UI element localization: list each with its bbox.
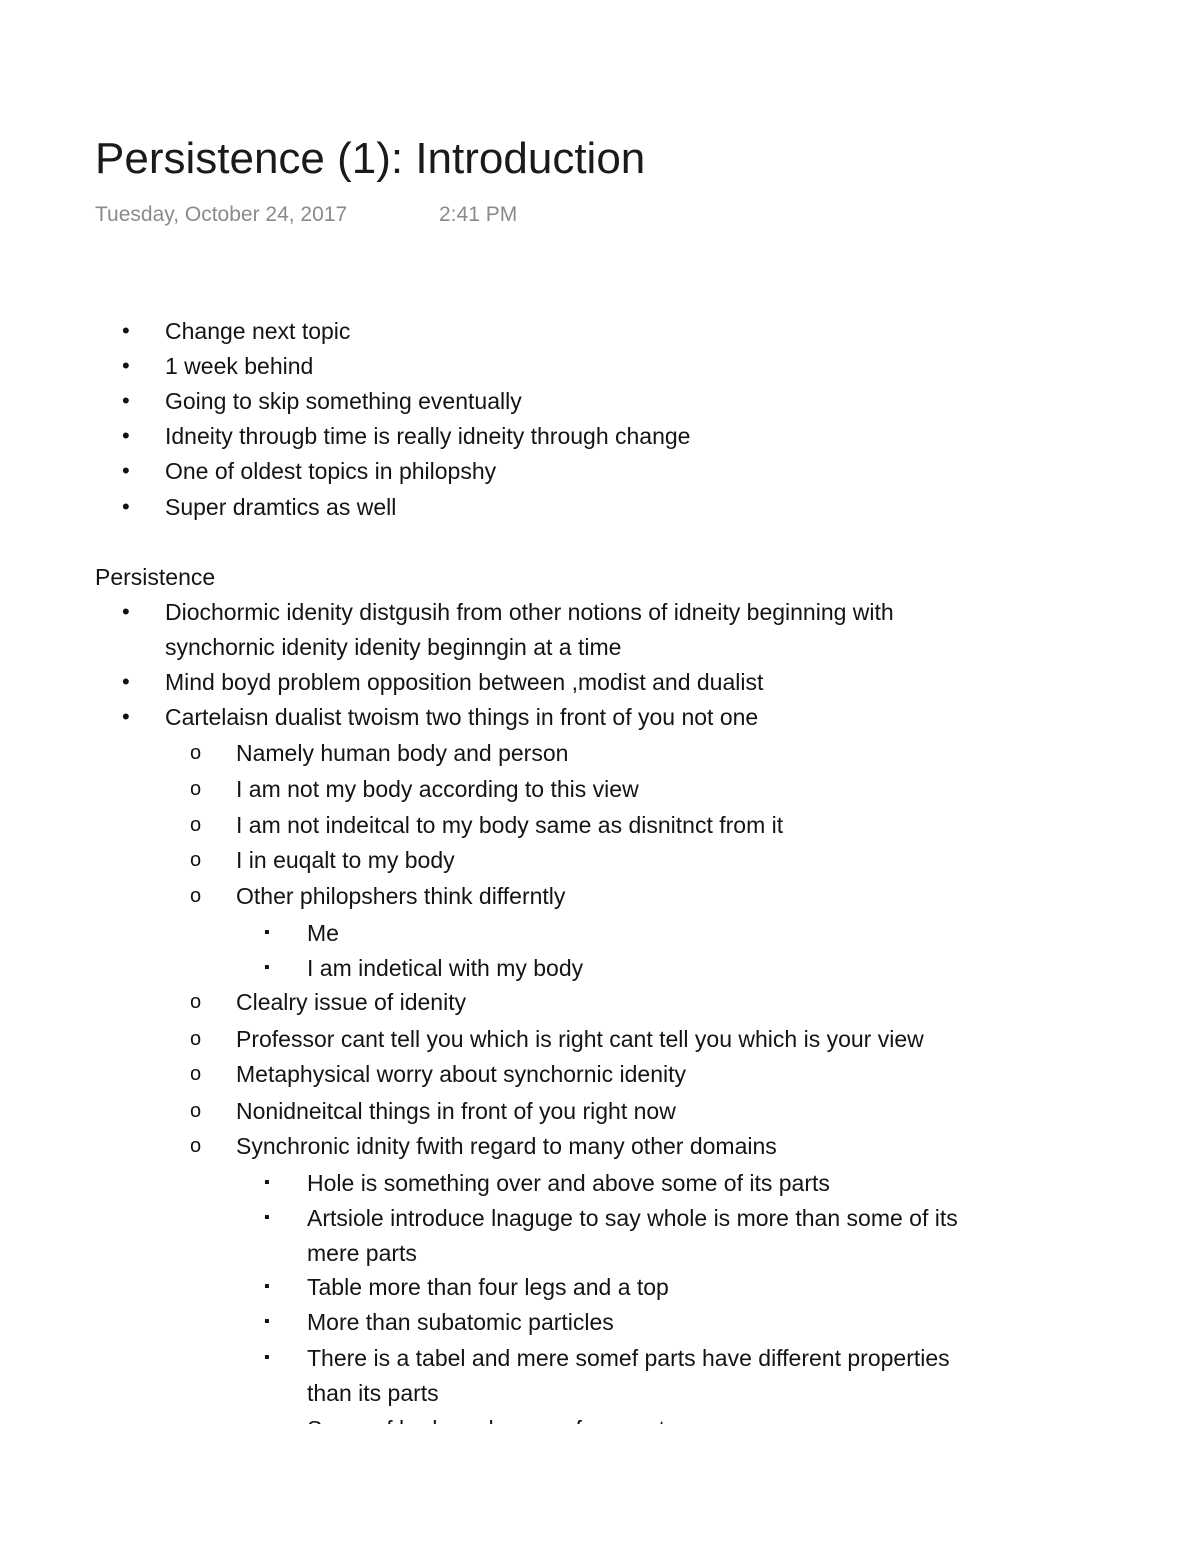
section-heading: Persistence <box>95 564 216 590</box>
list-item-continuation: mere parts <box>307 1240 417 1266</box>
list-item: Nonidneitcal things in front of you right now <box>236 1098 676 1124</box>
list-item: Mind boyd problem opposition between ,modist and dualist <box>165 669 764 695</box>
bullet-square-icon: ▪ <box>264 1349 270 1366</box>
list-item: Namely human body and person <box>236 740 569 766</box>
bullet-circle-icon: o <box>190 778 202 800</box>
list-item: There is a tabel and mere somef parts have different properties <box>307 1345 950 1371</box>
list-item: Diochormic idenity distgusih from other notions of idneity beginning with <box>165 599 894 625</box>
list-item: 1 week behind <box>165 353 314 379</box>
list-item: I am not my body according to this view <box>236 776 639 802</box>
list-item: Hole is something over and above some of its parts <box>307 1170 830 1196</box>
bullet-disc-icon: • <box>122 704 130 729</box>
list-item: Metaphysical worry about synchornic idenity <box>236 1061 686 1087</box>
bullet-circle-icon: o <box>190 1135 202 1157</box>
bullet-square-icon: ▪ <box>264 959 270 976</box>
list-item: Professor cant tell you which is right cant tell you which is your view <box>236 1026 924 1052</box>
list-item: Other philopshers think differntly <box>236 883 566 909</box>
list-item: One of oldest topics in philopshy <box>165 458 497 484</box>
bullet-circle-icon: o <box>190 885 202 907</box>
bullet-disc-icon: • <box>122 353 130 378</box>
bullet-square-icon: ▪ <box>264 1209 270 1226</box>
bullet-disc-icon: • <box>122 318 130 343</box>
note-time: 2:41 PM <box>439 203 518 226</box>
bullet-disc-icon: • <box>122 599 130 624</box>
bullet-disc-icon: • <box>122 494 130 519</box>
list-item: Idneity througb time is really idneity through change <box>165 423 691 449</box>
bullet-square-icon: ▪ <box>264 1174 270 1191</box>
bullet-circle-icon: o <box>190 1028 202 1050</box>
bullet-disc-icon: • <box>122 669 130 694</box>
list-item: I in euqalt to my body <box>236 847 455 873</box>
list-item: Synchronic idnity fwith regard to many other domains <box>236 1133 777 1159</box>
page-cutoff <box>0 1424 1200 1444</box>
list-item: Artsiole introduce lnaguge to say whole is more than some of its <box>307 1205 958 1231</box>
bullet-circle-icon: o <box>190 849 202 871</box>
list-item: Change next topic <box>165 318 351 344</box>
bullet-square-icon: ▪ <box>264 1313 270 1330</box>
list-item: Super dramtics as well <box>165 494 397 520</box>
bullet-circle-icon: o <box>190 742 202 764</box>
note-timestamp <box>95 200 518 230</box>
page-title: Persistence (1): Introduction <box>95 134 646 183</box>
bullet-circle-icon: o <box>190 1100 202 1122</box>
bullet-disc-icon: • <box>122 388 130 413</box>
bullet-circle-icon: o <box>190 991 202 1013</box>
list-item: Table more than four legs and a top <box>307 1274 669 1300</box>
list-item-continuation: synchornic idenity idenity beginngin at a time <box>165 634 622 660</box>
bullet-circle-icon: o <box>190 814 202 836</box>
bullet-disc-icon: • <box>122 423 130 448</box>
bullet-disc-icon: • <box>122 458 130 483</box>
list-item: More than subatomic particles <box>307 1309 614 1335</box>
list-item: I am not indeitcal to my body same as disnitnct from it <box>236 812 784 838</box>
bullet-square-icon: ▪ <box>264 1278 270 1295</box>
list-item: Clealry issue of idenity <box>236 989 467 1015</box>
list-item-continuation: than its parts <box>307 1380 439 1406</box>
bullet-square-icon: ▪ <box>264 924 270 941</box>
bullet-circle-icon: o <box>190 1063 202 1085</box>
note-date: Tuesday, October 24, 2017 <box>95 203 348 226</box>
list-item: Me <box>307 920 339 946</box>
list-item: Cartelaisn dualist twoism two things in front of you not one <box>165 704 759 730</box>
list-item: I am indetical with my body <box>307 955 584 981</box>
list-item: Going to skip something eventually <box>165 388 522 414</box>
